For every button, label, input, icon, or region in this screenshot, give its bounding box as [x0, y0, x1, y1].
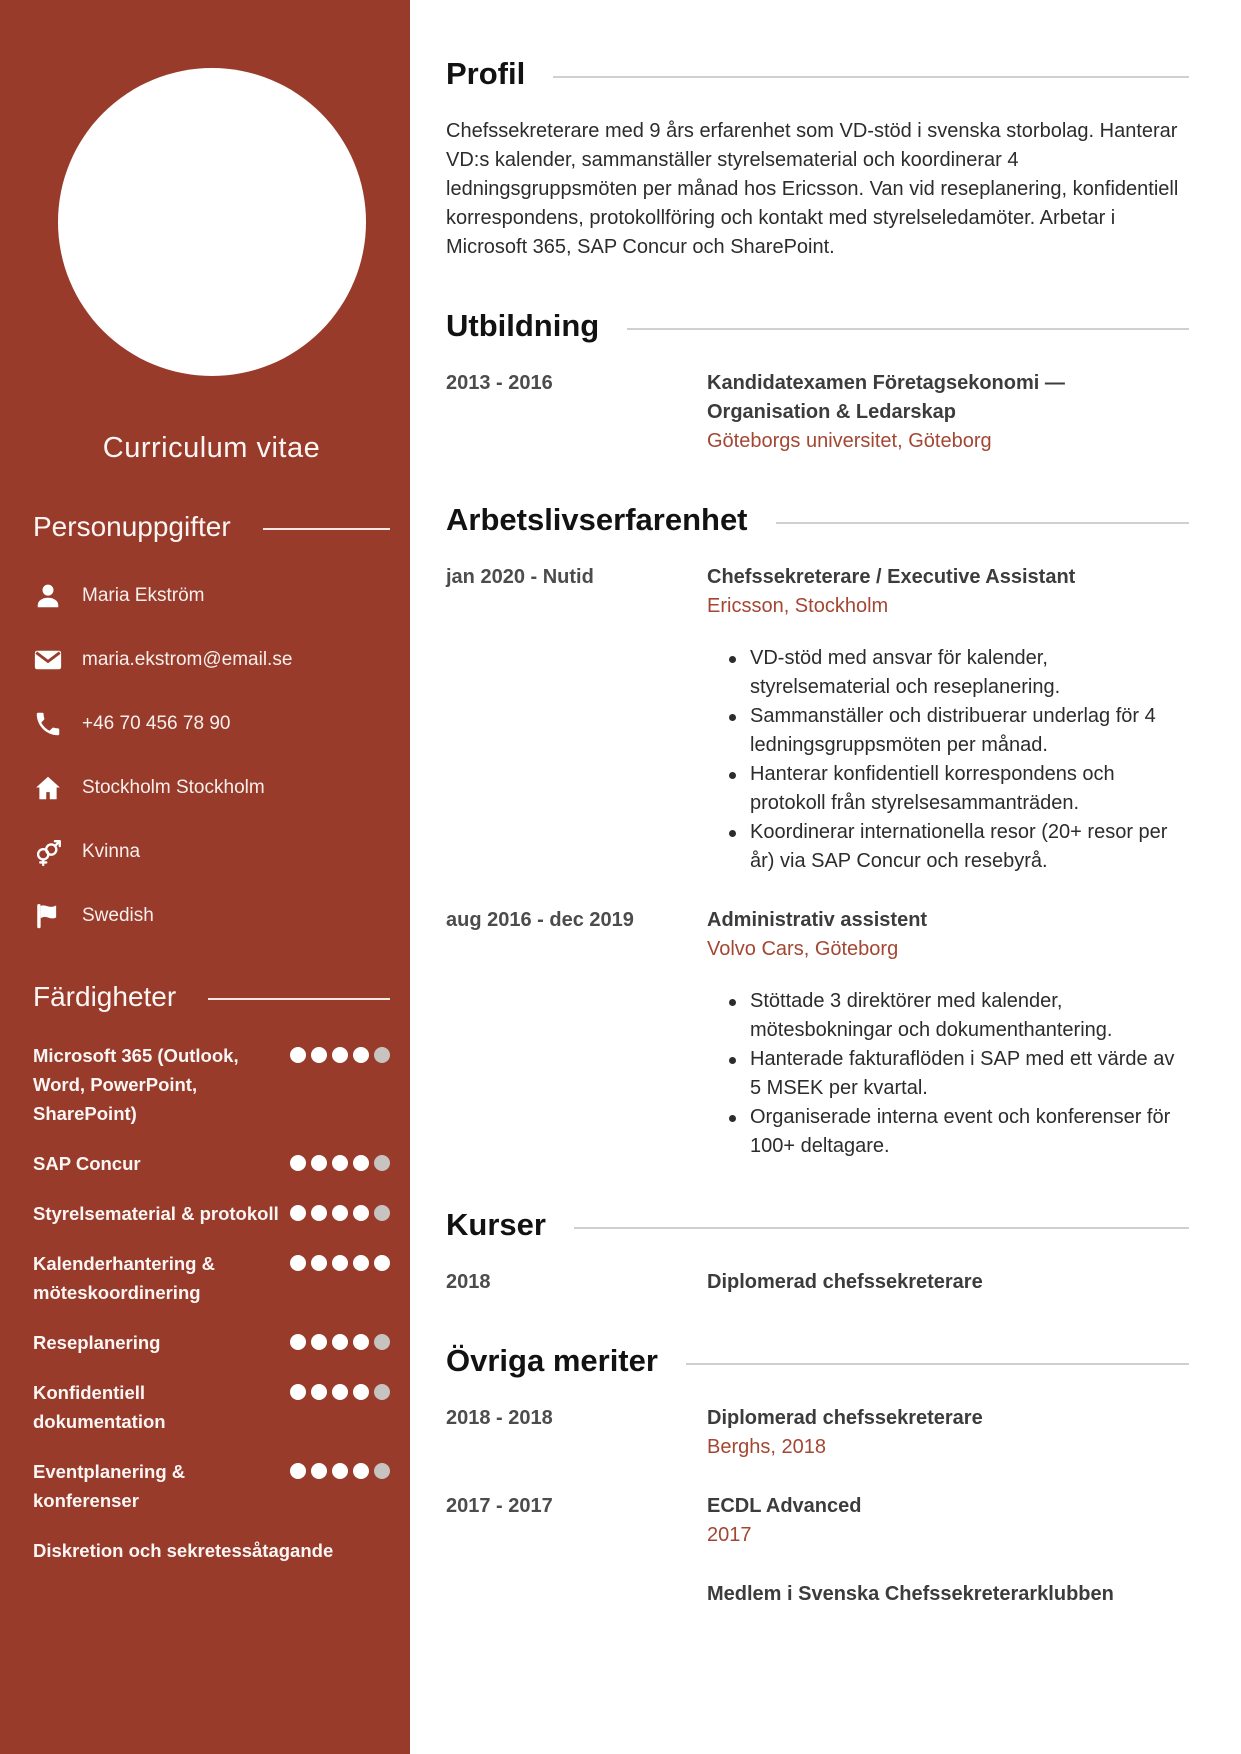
entry — [446, 369, 1189, 456]
contact-text: +46 70 456 78 90 — [82, 713, 231, 734]
rating-dot-filled — [332, 1334, 348, 1350]
rating-dot-filled — [311, 1205, 327, 1221]
section-rule — [776, 522, 1189, 524]
heading-rule — [208, 998, 390, 1000]
contact-item — [33, 645, 390, 675]
skill-item — [33, 1249, 390, 1307]
flag-icon — [33, 901, 67, 931]
skill-rating-dots — [290, 1199, 390, 1221]
contact-item — [33, 837, 390, 867]
entry-title: ECDL Advanced — [707, 1495, 862, 1517]
entry-subtitle: Berghs, 2018 — [707, 1436, 826, 1458]
section-body — [446, 563, 1189, 1161]
entry-subtitle: Göteborgs universitet, Göteborg — [707, 430, 992, 452]
rating-dot-empty — [374, 1155, 390, 1171]
entry — [446, 1404, 1189, 1462]
section — [446, 306, 1189, 456]
skills-heading-label: Färdigheter — [33, 981, 177, 1012]
skill-name: SAP Concur — [33, 1153, 141, 1174]
rating-dot-filled — [311, 1047, 327, 1063]
skill-name: Diskretion och sekretessåtagande — [33, 1540, 334, 1561]
bullet-item: Koordinerar internationella resor (20+ resor per år) via SAP Concur och resebyrå. — [707, 818, 1189, 876]
skill-item — [33, 1041, 390, 1128]
section-body — [446, 117, 1189, 262]
skill-item — [33, 1328, 390, 1357]
skill-item — [33, 1199, 390, 1228]
entry — [446, 906, 1189, 1161]
entry-date — [446, 1580, 707, 1609]
rating-dot-filled — [332, 1047, 348, 1063]
contact-text: Maria Ekström — [82, 585, 205, 606]
entry-title: Medlem i Svenska Chefssekreterarklubben — [707, 1583, 1114, 1605]
rating-dot-filled — [353, 1255, 369, 1271]
home-icon — [33, 773, 67, 803]
entry-date: 2017 - 2017 — [446, 1495, 553, 1517]
rating-dot-filled — [353, 1047, 369, 1063]
section-heading: Utbildning — [446, 308, 600, 343]
rating-dot-empty — [374, 1205, 390, 1221]
skill-name: Kalenderhantering & möteskoordinering — [33, 1253, 215, 1303]
section-heading: Övriga meriter — [446, 1343, 658, 1378]
entry-subtitle: Volvo Cars, Göteborg — [707, 938, 899, 960]
rating-dot-filled — [290, 1047, 306, 1063]
entry-date: aug 2016 - dec 2019 — [446, 909, 634, 931]
skill-rating-dots — [290, 1328, 390, 1350]
section — [446, 1341, 1189, 1609]
main-content — [410, 0, 1241, 1754]
skill-name: Microsoft 365 (Outlook, Word, PowerPoint, SharePoint) — [33, 1045, 239, 1124]
cv-title: Curriculum vitae — [102, 432, 321, 464]
skills-heading — [33, 981, 390, 1013]
section-heading: Profil — [446, 56, 526, 91]
rating-dot-filled — [311, 1384, 327, 1400]
rating-dot-filled — [290, 1205, 306, 1221]
bullet-item: VD-stöd med ansvar för kalender, styrelsematerial och reseplanering. — [707, 644, 1189, 702]
heading-rule — [263, 528, 390, 530]
entry-date: 2013 - 2016 — [446, 372, 553, 394]
rating-dot-filled — [353, 1334, 369, 1350]
entry-subtitle: Ericsson, Stockholm — [707, 595, 889, 617]
section — [446, 1205, 1189, 1297]
section-rule — [627, 328, 1189, 330]
contact-item — [33, 901, 390, 931]
skill-rating-dots — [290, 1041, 390, 1063]
section — [446, 500, 1189, 1161]
personal-details-heading-label: Personuppgifter — [33, 511, 231, 542]
entry — [446, 1492, 1189, 1550]
rating-dot-filled — [353, 1205, 369, 1221]
rating-dot-filled — [311, 1334, 327, 1350]
skill-item — [33, 1457, 390, 1515]
entry-title: Administrativ assistent — [707, 909, 928, 931]
email-icon — [33, 645, 67, 675]
section-body — [446, 1268, 1189, 1297]
contact-item — [33, 581, 390, 611]
skill-item — [33, 1536, 390, 1565]
entry-title: Diplomerad chefssekreterare — [707, 1407, 983, 1429]
gender-icon — [33, 837, 67, 867]
entry-subtitle: 2017 — [707, 1524, 752, 1546]
contact-text: maria.ekstrom@email.se — [82, 649, 293, 670]
entry — [446, 563, 1189, 876]
section-body — [446, 369, 1189, 456]
section-rule — [686, 1363, 1189, 1365]
skill-item — [33, 1378, 390, 1436]
contact-item — [33, 709, 390, 739]
rating-dot-empty — [374, 1334, 390, 1350]
section-rule — [553, 76, 1189, 78]
contact-item — [33, 773, 390, 803]
skill-rating-dots — [290, 1249, 390, 1271]
skill-name: Eventplanering & konferenser — [33, 1461, 186, 1511]
phone-icon — [33, 709, 67, 739]
entry-title: Chefssekreterare / Executive Assistant — [707, 566, 1076, 588]
rating-dot-empty — [374, 1463, 390, 1479]
contact-text: Stockholm Stockholm — [82, 777, 265, 798]
skill-rating-dots — [290, 1149, 390, 1171]
skills-list — [33, 1041, 390, 1565]
skill-rating-dots — [290, 1457, 390, 1479]
contact-list — [33, 581, 390, 931]
skill-name: Styrelsematerial & protokoll — [33, 1203, 279, 1224]
rating-dot-filled — [332, 1463, 348, 1479]
avatar — [58, 68, 366, 376]
entry — [446, 1268, 1189, 1297]
rating-dot-filled — [290, 1334, 306, 1350]
section-rule — [574, 1227, 1189, 1229]
contact-text: Swedish — [82, 905, 154, 926]
sidebar — [0, 0, 410, 1754]
entry-date: 2018 - 2018 — [446, 1407, 553, 1429]
skill-name: Reseplanering — [33, 1332, 161, 1353]
rating-dot-filled — [290, 1255, 306, 1271]
entry-title: Kandidatexamen Företagsekonomi — Organisation & Ledarskap — [707, 372, 1065, 423]
rating-dot-filled — [332, 1255, 348, 1271]
rating-dot-filled — [353, 1155, 369, 1171]
rating-dot-filled — [332, 1384, 348, 1400]
personal-details-heading — [33, 511, 390, 543]
rating-dot-filled — [332, 1205, 348, 1221]
skill-rating-dots — [290, 1378, 390, 1400]
rating-dot-empty — [374, 1384, 390, 1400]
rating-dot-empty — [374, 1047, 390, 1063]
contact-text: Kvinna — [82, 841, 141, 862]
section-heading: Arbetslivserfarenhet — [446, 502, 748, 537]
bullet-item: Hanterar konfidentiell korrespondens och protokoll från styrelsesammanträden. — [707, 760, 1189, 818]
bullet-item: Sammanställer och distribuerar underlag för 4 ledningsgruppsmöten per månad. — [707, 702, 1189, 760]
entry-date: jan 2020 - Nutid — [446, 566, 594, 588]
section — [446, 54, 1189, 262]
rating-dot-filled — [353, 1463, 369, 1479]
rating-dot-filled — [332, 1155, 348, 1171]
bullet-item: Organiserade interna event och konferenser för 100+ deltagare. — [707, 1103, 1189, 1161]
profile-text: Chefssekreterare med 9 års erfarenhet som VD-stöd i svenska storbolag. Hanterar VD:s kalender, sammanställer styrelsematerial och koordinerar 4 ledningsgruppsmöten per månad hos Ericsson. Van vid reseplanering, konfidentiell korrespondens, protokollföring och kontakt med styrelseledamöter. Arbetar i Microsoft 365, SAP Concur och SharePoint. — [446, 120, 1179, 258]
rating-dot-filled — [290, 1384, 306, 1400]
rating-dot-filled — [353, 1384, 369, 1400]
rating-dot-filled — [311, 1463, 327, 1479]
rating-dot-filled — [311, 1255, 327, 1271]
entry — [446, 1580, 1189, 1609]
rating-dot-filled — [290, 1155, 306, 1171]
rating-dot-filled — [290, 1463, 306, 1479]
entry-bullets — [707, 644, 1189, 876]
skill-name: Konfidentiell dokumentation — [33, 1382, 166, 1432]
entry-date: 2018 — [446, 1271, 491, 1293]
entry-bullets — [707, 987, 1189, 1161]
bullet-item: Hanterade fakturaflöden i SAP med ett värde av 5 MSEK per kvartal. — [707, 1045, 1189, 1103]
rating-dot-filled — [311, 1155, 327, 1171]
section-body — [446, 1404, 1189, 1609]
skill-item — [33, 1149, 390, 1178]
section-heading: Kurser — [446, 1207, 546, 1242]
rating-dot-filled — [374, 1255, 390, 1271]
person-icon — [33, 581, 67, 611]
bullet-item: Stöttade 3 direktörer med kalender, mötesbokningar och dokumenthantering. — [707, 987, 1189, 1045]
entry-title: Diplomerad chefssekreterare — [707, 1271, 983, 1293]
